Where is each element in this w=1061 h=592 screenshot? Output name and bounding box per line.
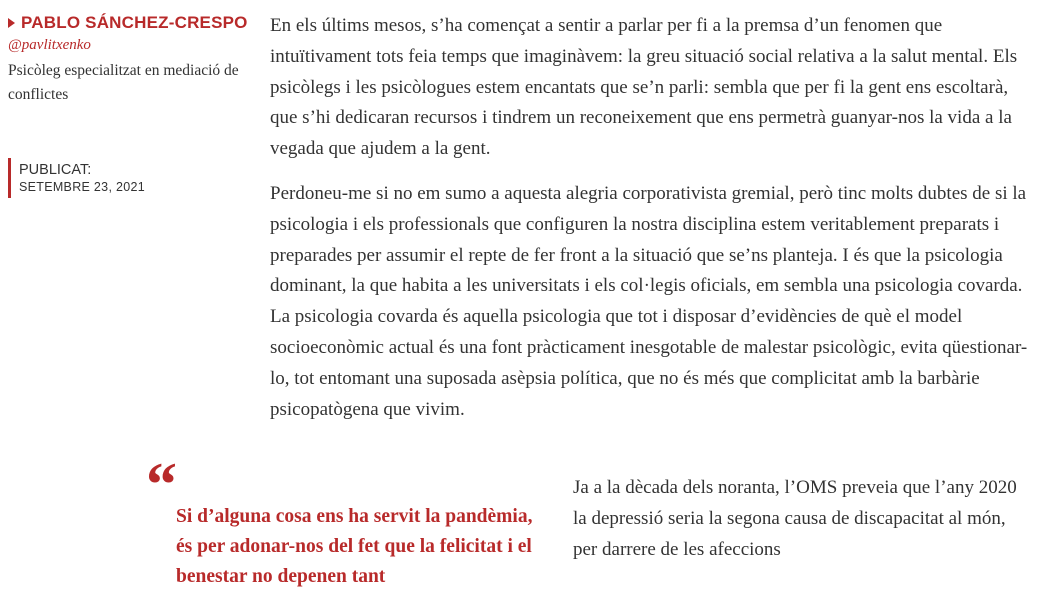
article-paragraph-3: Ja a la dècada dels noranta, l’OMS preveia que l’any 2020 la depressió seria la segona causa de discapacitat al món, per darrere de les afeccions bbox=[573, 477, 1017, 560]
author-handle-link[interactable]: @pavlitxenko bbox=[8, 37, 91, 53]
published-info bbox=[8, 158, 145, 198]
author-name[interactable]: PABLO SÁNCHEZ-CRESPO bbox=[21, 13, 248, 32]
quote-mark-icon: “ bbox=[146, 462, 177, 500]
author-bio: Psicòleg especialitzat en mediació de conflictes bbox=[8, 62, 239, 103]
author-name-row[interactable] bbox=[8, 13, 253, 33]
article-paragraph-1: En els últims mesos, s’ha començat a sentir a parlar per fi a la premsa d’un fenomen que intuïtivament tots feia temps que imaginàvem: la greu situació social relativa a la salut mental. Els psicòlegs i les psicòlogues estem encantats que se’n parli: sembla que per fi la gent ens escoltarà, que s’hi dedicaran recursos i tindrem un reconeixement que ens permetrà guanyar-nos la vida a la vegada que ajudem a la gent. bbox=[270, 15, 1018, 160]
author-block bbox=[8, 13, 253, 107]
article-paragraph-2: Perdoneu-me si no em sumo a aquesta alegria corporativista gremial, però tinc molts dubtes de si la psicologia i els professionals que configuren la nostra disciplina estem veritablement preparats i preparades per assumir el repte de fer front a la situació que se’ns planteja. I és que la psicologia dominant, la que habita a les universitats i els col·legis oficials, em sembla una psicologia covarda. La psicologia covarda és aquella psicologia que tot i disposar d’evidències de què el model socioeconòmic actual és una font pràcticament inesgotable de malestar psicològic, evita qüestionar-lo, tot entomant una suposada asèpsia política, que no és més que complicitat amb la barbàrie psicopatògena que vivim. bbox=[270, 182, 1028, 420]
triangle-right-icon bbox=[8, 18, 15, 28]
published-label: PUBLICAT: bbox=[19, 162, 92, 178]
article-body bbox=[270, 11, 1030, 425]
pullquote-text: Si d’alguna cosa ens ha servit la pandèmia, és per adonar-nos del fet que la felicitat i el benestar no depenen tant bbox=[176, 506, 533, 587]
published-date: SETEMBRE 23, 2021 bbox=[19, 180, 145, 194]
